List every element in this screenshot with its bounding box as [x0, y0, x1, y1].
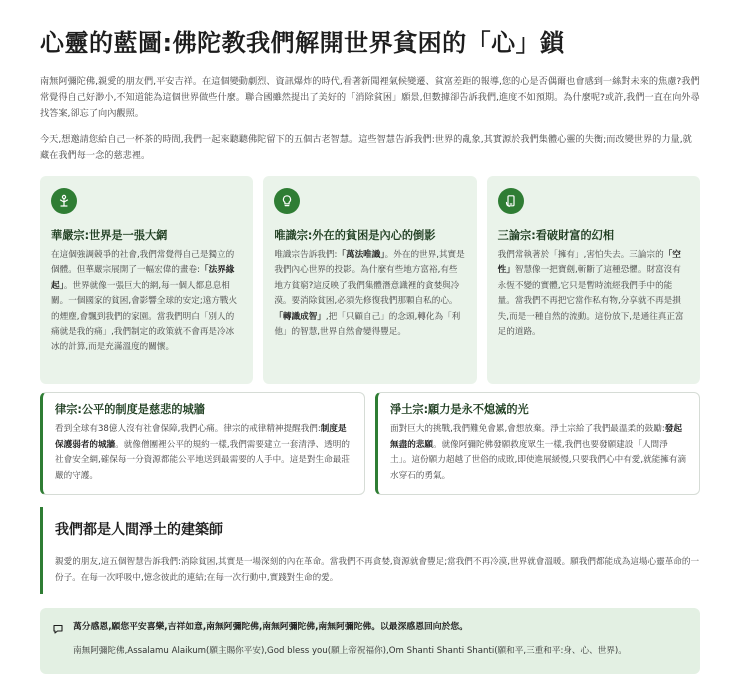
lightbulb-icon [274, 188, 300, 214]
card-title: 律宗:公平的制度是慈悲的城牆 [55, 403, 205, 416]
section-heading: 我們都是人間淨土的建築師 [55, 522, 223, 538]
blessing-footer [40, 608, 700, 674]
card-text: 在這個強調競爭的社會,我們常覺得自己是獨立的個體。但華嚴宗展開了一幅宏偉的畫卷:「法界緣起」。世界就像一張巨大的網,每一個人都息息相關。一個國家的貧困,會影響全球的安定;遠方戰火的煙塵,會飄到我們的家園。當我們明白「別人的痛就是我的痛」,我們制定的政策就不會再是冷冰冰的計算,而是充滿溫度的關懷。 [51, 250, 238, 353]
card-weishi [263, 176, 476, 384]
card-title: 淨土宗:願力是永不熄滅的光 [390, 403, 529, 416]
card-text: 唯識宗告訴我們:「萬法唯識」。外在的世界,其實是我們內心世界的投影。為什麼有些地方富裕,有些地方貧窮?這反映了我們集體潛意識裡的貪婪與冷漠。要消除貧困,必須先修復我們那顆自私的心。「轉識成智」,把「只顧自己」的念頭,轉化為「利他」的智慧,世界自然會變得豐足。 [274, 250, 465, 338]
school-cards-row [40, 176, 700, 384]
card-lu [40, 392, 365, 495]
phone-hand-icon [498, 188, 524, 214]
page-title: 心靈的藍圖:佛陀教我們解開世界貧困的「心」鎖 [40, 29, 565, 57]
intro-paragraph-2: 今天,想邀請您給自己一杯茶的時間,我們一起來聽聽佛陀留下的五個古老智慧。這些智慧告訴我們:世界的亂象,其實源於我們集體心靈的失衡;而改變世界的力量,就藏在我們每一念的慈悲裡。 [40, 134, 692, 161]
card-sanlun [487, 176, 700, 384]
card-text: 面對巨大的挑戰,我們難免會累,會想放棄。淨土宗給了我們最溫柔的鼓勵:發起無盡的悲願。就像阿彌陀佛發願救度眾生一樣,我們也要發願建設「人間淨土」。這份願力超越了世俗的成敗,即使進展緩慢,只要我們心中有愛,就能擁有滴水穿石的勇氣。 [390, 424, 687, 481]
intro-paragraph-1: 南無阿彌陀佛,親愛的朋友們,平安吉祥。在這個變動劇烈、資訊爆炸的時代,看著新聞裡氣候變遷、貧富差距的報導,您的心是否偶爾也會感到一絲對未來的焦慮?我們常覺得自己好渺小,不知道能為這個世界做些什麼。聯合國雖然提出了美好的「消除貧困」願景,但數據卻告訴我們,進度不如預期。為什麼呢?或許,我們一直在向外尋找答案,卻忘了向內觀照。 [40, 76, 700, 119]
card-title: 唯識宗:外在的貧困是內心的倒影 [274, 229, 436, 242]
multi-faith-blessing: 南無阿彌陀佛,Assalamu Alaikum(願主賜你平安),God bless you(願上帝祝福你),Om Shanti Shanti Shanti(願和平,三重和平:身、心、世界)。 [73, 646, 627, 657]
card-title: 三論宗:看破財富的幻相 [497, 229, 615, 242]
card-huayan [40, 176, 253, 384]
conclusion-section [40, 507, 700, 594]
card-jingtu [375, 392, 700, 495]
school-cards-row-2 [40, 392, 700, 495]
card-text: 看到全球有38億人沒有社會保障,我們心痛。律宗的戒律精神提醒我們:制度是保護弱者的城牆。就像僧團裡公平的規約一樣,我們需要建立一套清淨、透明的社會安全網,確保每一分資源都能公平地送到最需要的人手中。這是對生命最莊嚴的守護。 [55, 424, 350, 481]
intro [40, 74, 700, 164]
blessing-text: 萬分感恩,願您平安喜樂,吉祥如意,南無阿彌陀佛,南無阿彌陀佛,南無阿彌陀佛。以最深感恩回向於您。 [73, 622, 468, 633]
card-title: 華嚴宗:世界是一張大網 [51, 229, 168, 242]
card-text: 我們常執著於「擁有」,害怕失去。三論宗的「空性」智慧像一把寶劍,斬斷了這種恐懼。財富沒有永恆不變的實體,它只是暫時流經我們手中的能量。當我們不再把它當作私有物,分享就不再是損失,而是一種自然的流動。這份放下,是通往真正富足的道路。 [497, 250, 684, 338]
section-text: 親愛的朋友,這五個智慧告訴我們:消除貧困,其實是一場深刻的內在革命。當我們不再貪婪,資源就會豐足;當我們不再冷漠,世界就會溫暖。願我們都能成為這場心靈革命的一份子。在每一次呼吸中,憶念彼此的連結;在每一次行動中,實踐對生命的愛。 [55, 557, 700, 583]
tree-icon [51, 188, 77, 214]
message-icon [52, 620, 64, 632]
